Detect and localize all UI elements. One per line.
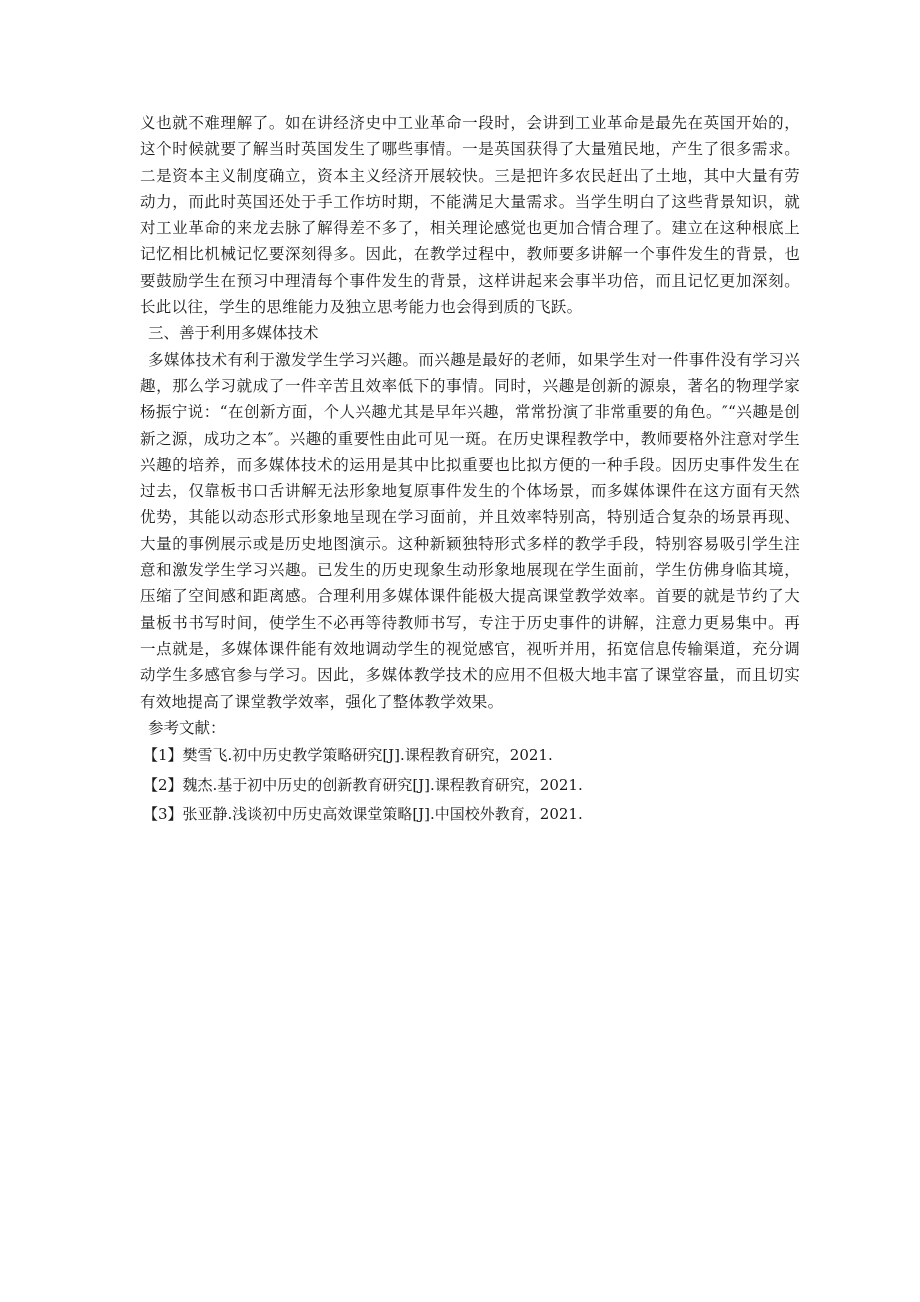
reference-item: 【1】樊雪飞.初中历史教学策略研究[J].课程教育研究，2021.: [143, 746, 553, 765]
reference-item: 【3】张亚静.浅谈初中历史高效课堂策略[J].中国校外教育，2021.: [143, 805, 583, 824]
reference-item: 【2】魏杰.基于初中历史的创新教育研究[J].课程教育研究，2021.: [143, 775, 583, 794]
body-paragraph-1: 义也就不难理解了。如在讲经济史中工业革命一段时，会讲到工业革命是最先在英国开始的，这个时候就要了解当时英国发生了哪些事情。一是英国获得了大量殖民地，产生了很多需求。二是资本主义制度确立，资本主义经济开展较快。三是把许多农民赶出了土地，其中大量有劳动力，而此时英国还处于手工作坊时期，不能满足大量需求。当学生明白了这些背景知识，就对工业革命的来龙去脉了解得差不多了，相关理论感觉也更加合情合理了。建立在这种根底上记忆相比机械记忆要深刻得多。因此，在教学过程中，教师要多讲解一个事件发生的背景，也要鼓励学生在预习中理清每个事件发生的背景，这样讲起来会事半功倍，而且记忆更加深刻。长此以往，学生的思维能力及独立思考能力也会得到质的飞跃。: [140, 114, 800, 317]
section-heading: 三、善于利用多媒体技术: [148, 324, 319, 343]
body-paragraph-2: 多媒体技术有利于激发学生学习兴趣。而兴趣是最好的老师，如果学生对一件事件没有学习兴趣，那么学习就成了一件辛苦且效率低下的事情。同时，兴趣是创新的源泉，著名的物理学家杨振宁说：“在创新方面，个人兴趣尤其是早年兴趣，常常扮演了非常重要的角色。″“兴趣是创新之源，成功之本″。兴趣的重要性由此可见一斑。在历史课程教学中，教师要格外注意对学生兴趣的培养，而多媒体技术的运用是其中比拟重要也比拟方便的一种手段。因历史事件发生在过去，仅靠板书口舌讲解无法形象地复原事件发生的个体场景，而多媒体课件在这方面有天然优势，其能以动态形式形象地呈现在学习面前，并且效率特别高，特别适合复杂的场景再现、大量的事例展示或是历史地图演示。这种新颖独特形式多样的教学手段，特别容易吸引学生注意和激发学生学习兴趣。已发生的历史现象生动形象地展现在学生面前，学生仿佛身临其境，压缩了空间感和距离感。合理利用多媒体课件能极大提高课堂教学效率。首要的就是节约了大量板书书写时间，使学生不必再等待教师书写，专注于历史事件的讲解，注意力更易集中。再一点就是，多媒体课件能有效地调动学生的视觉感官，视听并用，拓宽信息传输渠道，充分调动学生多感官参与学习。因此，多媒体教学技术的应用不但极大地丰富了课堂容量，而且切实有效地提高了课堂教学效率，强化了整体教学效果。: [140, 350, 800, 711]
document-page: [140, 110, 800, 830]
references-list: [140, 741, 800, 830]
references-title: 参考文献：: [148, 718, 226, 737]
